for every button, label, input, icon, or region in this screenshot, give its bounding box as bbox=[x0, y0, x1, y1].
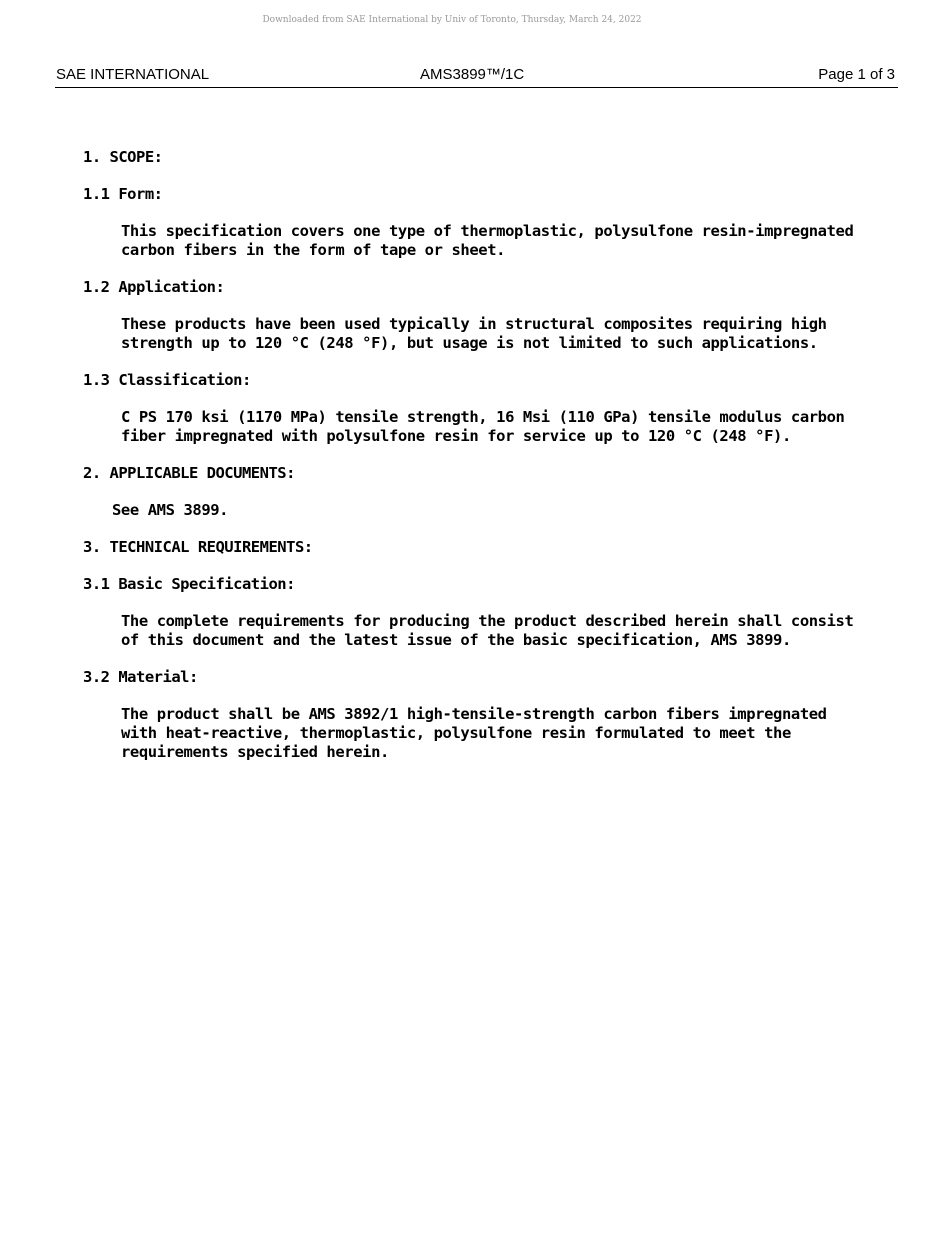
section-paragraph: C PS 170 ksi (1170 MPa) tensile strength, 16 Msi (110 GPa) tensile modulus carbon fiber impregnated with polysulfone resin for service up to 120 °C (248 °F). bbox=[121, 408, 845, 445]
section-heading: 3.1 Basic Specification: bbox=[83, 575, 295, 593]
section-heading: 1. SCOPE: bbox=[83, 148, 163, 166]
section-paragraph: This specification covers one type of thermoplastic, polysulfone resin-impregnated carbon fibers in the form of tape or sheet. bbox=[121, 222, 854, 259]
header-page-number: Page 1 of 3 bbox=[818, 66, 895, 83]
section-heading: 1.2 Application: bbox=[83, 278, 225, 296]
document-body bbox=[83, 148, 863, 780]
section-heading: 2. APPLICABLE DOCUMENTS: bbox=[83, 464, 295, 482]
header-document-number: AMS3899™/1C bbox=[420, 66, 525, 83]
section-heading: 1.1 Form: bbox=[83, 185, 163, 203]
section-paragraph: See AMS 3899. bbox=[112, 501, 229, 519]
section-paragraph: These products have been used typically in structural composites requiring high strength up to 120 °C (248 °F), but usage is not limited to such applications. bbox=[121, 315, 827, 352]
section-heading: 3. TECHNICAL REQUIREMENTS: bbox=[83, 538, 313, 556]
section-heading: 1.3 Classification: bbox=[83, 371, 251, 389]
page-header bbox=[55, 66, 898, 88]
section-heading: 3.2 Material: bbox=[83, 668, 198, 686]
download-watermark: Downloaded from SAE International by Univ of Toronto, Thursday, March 24, 2022 bbox=[262, 15, 642, 25]
section-paragraph: The product shall be AMS 3892/1 high-tensile-strength carbon fibers impregnated with heat-reactive, thermoplastic, polysulfone resin formulated to meet the requirements specified herein. bbox=[121, 705, 827, 761]
section-paragraph: The complete requirements for producing the product described herein shall consist of this document and the latest issue of the basic specification, AMS 3899. bbox=[121, 612, 854, 649]
header-organization: SAE INTERNATIONAL bbox=[56, 66, 210, 83]
